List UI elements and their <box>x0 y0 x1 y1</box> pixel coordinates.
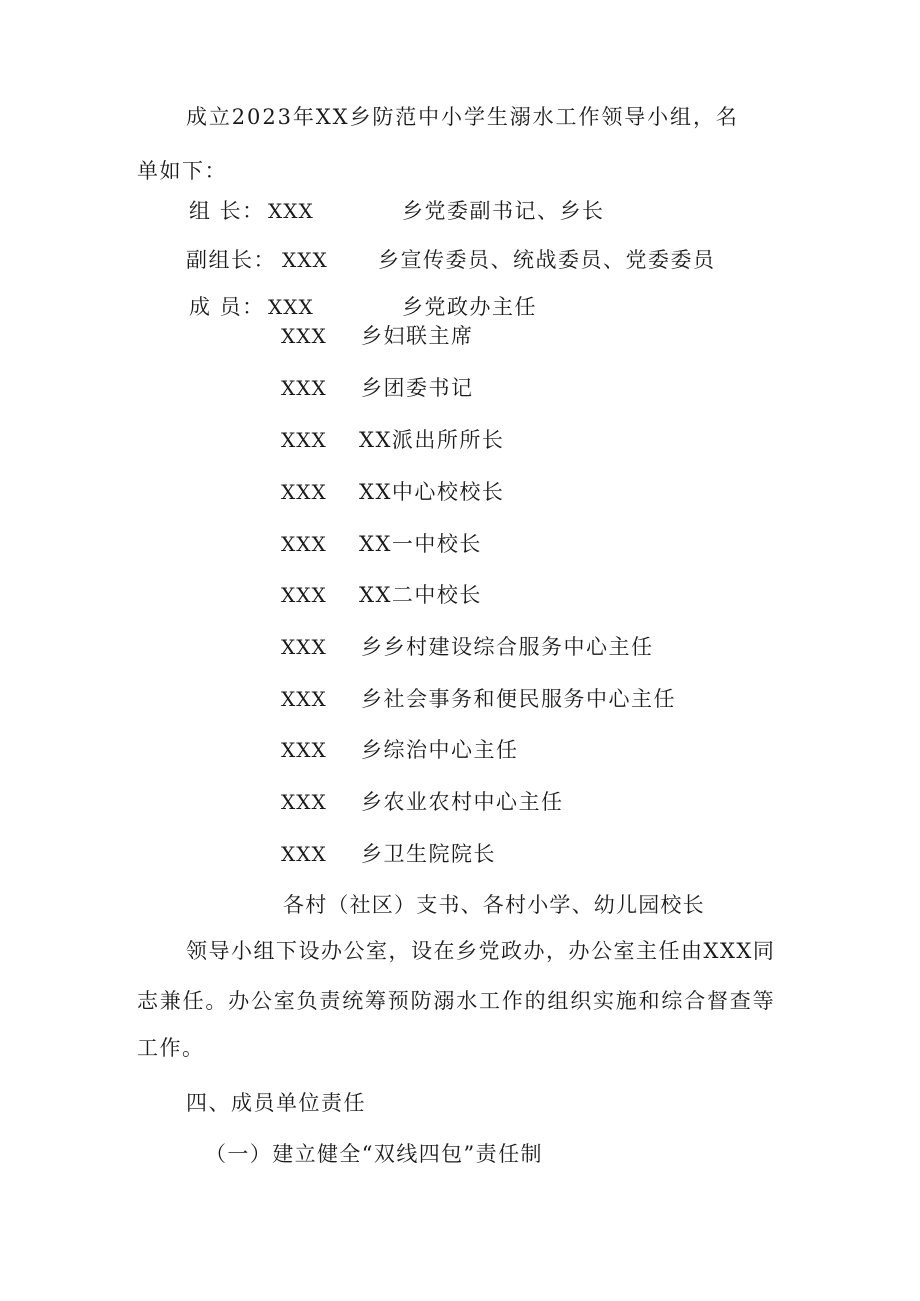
member-title: 乡团委书记 <box>361 376 474 400</box>
member-name: XXX <box>281 687 327 711</box>
leader-label-head: 组 长： <box>189 199 265 223</box>
leader-name-members: XXX <box>268 295 314 319</box>
subsection-heading: （一）建立健全“双线四包”责任制 <box>205 1142 543 1166</box>
leader-title-head: 乡党委副书记、乡长 <box>402 199 605 223</box>
office-paragraph-line-1: 领导小组下设办公室，设在乡党政办，办公室主任由XXX同 <box>186 939 776 963</box>
village-leaders-line: 各村（社区）支书、各村小学、幼儿园校长 <box>283 893 705 917</box>
office-paragraph-line-2: 志兼任。办公室负责统筹预防溺水工作的组织实施和综合督查等 <box>137 989 776 1013</box>
leader-label-members: 成 员： <box>189 295 265 319</box>
member-name: XXX <box>281 532 327 556</box>
member-title: 乡卫生院院长 <box>361 842 496 866</box>
leader-title-members: 乡党政办主任 <box>402 295 537 319</box>
office-paragraph-line-3: 工作。 <box>137 1036 205 1060</box>
intro-paragraph-line-2: 单如下： <box>137 159 227 183</box>
member-name: XXX <box>281 790 327 814</box>
member-name: XXX <box>281 635 327 659</box>
member-title: 乡乡村建设综合服务中心主任 <box>361 635 654 659</box>
member-name: XXX <box>281 480 327 504</box>
member-title: 乡综治中心主任 <box>361 738 519 762</box>
intro-paragraph-line-1: 成立2023年XX乡防范中小学生溺水工作领导小组，名 <box>186 105 739 129</box>
member-title: 乡妇联主席 <box>361 324 474 348</box>
member-title: XX派出所所长 <box>359 428 505 452</box>
leader-label-deputy: 副组长： <box>186 248 276 272</box>
member-name: XXX <box>281 324 327 348</box>
member-name: XXX <box>281 376 327 400</box>
member-title: 乡农业农村中心主任 <box>361 790 564 814</box>
member-name: XXX <box>281 842 327 866</box>
section-heading: 四、成员单位责任 <box>186 1091 366 1115</box>
leader-title-deputy: 乡宣传委员、统战委员、党委委员 <box>378 248 716 272</box>
member-title: XX中心校校长 <box>359 480 505 504</box>
member-name: XXX <box>281 738 327 762</box>
member-title: 乡社会事务和便民服务中心主任 <box>361 687 676 711</box>
member-title: XX二中校长 <box>359 583 482 607</box>
member-title: XX一中校长 <box>359 532 482 556</box>
member-name: XXX <box>281 428 327 452</box>
leader-name-deputy: XXX <box>282 248 328 272</box>
member-name: XXX <box>281 583 327 607</box>
leader-name-head: XXX <box>268 199 314 223</box>
